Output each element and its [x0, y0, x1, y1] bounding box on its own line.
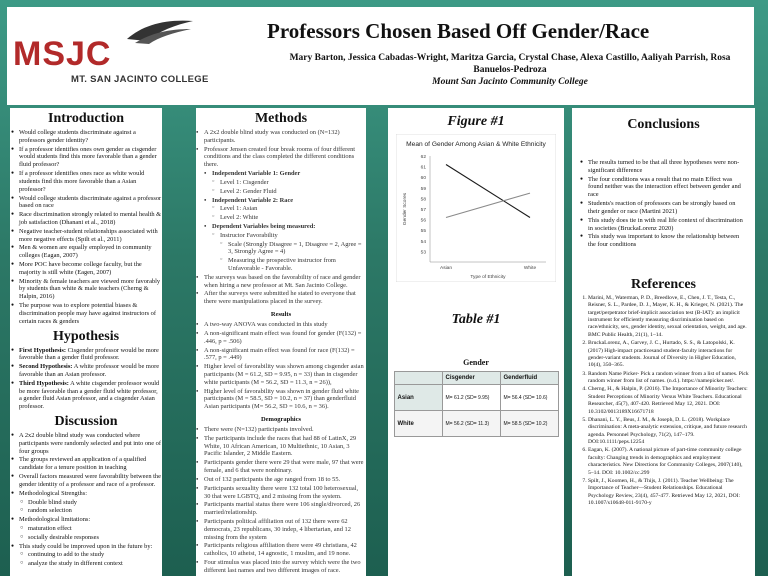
list-item: ● The surveys was based on the favorability of race and gender when hiring a new professor at Mt. San Jacinto College.: [204, 274, 366, 290]
y-tick-label: 53: [420, 250, 426, 256]
table-cell: M= 58.5 (SD= 10.2): [500, 411, 558, 437]
list-item: ● A non-significant main effect was found for race (F(132) = .577, p = .449): [204, 347, 366, 363]
list-item: ○ Level 1: Asian: [220, 205, 366, 213]
list-item: ● Second Hypothesis: A white professor would be more favorable than an Asian professor.: [19, 363, 162, 379]
table-cell: M= 56.2 (SD= 11.3): [442, 411, 500, 437]
list-item: ● Would college students discriminate against a professors gender identity?: [19, 129, 162, 145]
list-item: ● Overall factors measured were favorability between the gender identity of a professor and race of a professor.: [19, 473, 162, 489]
list-item: ○ analyze the study in different context: [28, 560, 162, 568]
list-item: ● Methodological Strengths:: [19, 490, 162, 498]
list-item: ○ Scale (Strongly Disagree = 1, Disagree = 2, Agree = 3, Strongly Agree = 4): [228, 241, 366, 257]
logo-subtitle: MT. SAN JACINTO COLLEGE: [71, 74, 209, 85]
list-item: 5. Dhanani, L. Y., Beus, J. M., & Joseph, D. L. (2018). Workplace discrimination: A meta-analytic extension, critique, and future research agenda. Personnel Psychology, 71(2), 147–179. DOI:10.1111/peps.12254: [588, 417, 749, 447]
table-header-cell: Cisgender: [442, 372, 500, 385]
list-item: ● Participants gender there were 29 that were male, 97 that were female, and 6 that were nonbinary.: [204, 459, 366, 475]
conclusions-title: Conclusions: [627, 117, 700, 132]
list-item: ● If a professor identifies ones race as white would students find this more favorable than a Asian professor?: [19, 170, 162, 193]
list-item: ● Out of 132 participants the age ranged from 18 to 55.: [204, 476, 366, 484]
list-item: ● First Hypothesis: Cisgender professor would be more favorable than a gender fluid professor.: [19, 347, 162, 363]
hypothesis-label: First Hypothesis:: [19, 346, 67, 354]
list-item: ○ continuing to add to the study: [28, 551, 162, 559]
list-item: ● Higher level of favorability was shown among cisgender asian participants (M = 61.2, SD = 9.95, n = 33) than in cisgender white participants (M = 56.2, SD = 11.3, n = 26)),: [204, 363, 366, 386]
list-item: ● Four stimulus was placed into the survey which were the two different last names and two different images of race.: [204, 559, 366, 575]
methods-title: Methods: [254, 111, 308, 126]
list-item: ● A two-way ANOVA was conducted in this study: [204, 321, 366, 329]
list-item: ● Dependent Variables being measured:: [212, 223, 366, 231]
y-tick-label: 55: [420, 229, 426, 235]
table-row-header: Asian: [394, 385, 442, 411]
introduction-list: [10, 129, 162, 326]
results-list: [196, 321, 366, 411]
table-cell: M= 56.4 (SD= 10.6): [500, 385, 558, 411]
college-logo: [13, 35, 213, 85]
hypothesis-list: [10, 347, 162, 412]
list-item: ● More POC have become college faculty, but the majority is still white (Eagen, 2007): [19, 261, 162, 277]
left-panel: [10, 108, 162, 576]
table-row: [394, 385, 558, 411]
list-item: ○ Double blind study: [28, 499, 162, 507]
list-item: ● If a professor identifies ones own gender as cisgender would students find this more favorable than a gender fluid professor?: [19, 146, 162, 169]
table-gender-label: Gender: [463, 358, 489, 367]
list-item: ○ maturation effect: [28, 525, 162, 533]
list-item: ● There were (N=132) participants involved.: [204, 426, 366, 434]
list-item: ● After the surveys were submitted he stated to everyone that there were manipulations placed in the survey.: [204, 290, 366, 306]
list-item: ● Participants political affiliation out of 132 there were 62 democrats, 23 republicans, 30 indep, 4 libertarian, and 12 missing from the system: [204, 518, 366, 541]
list-item: ● A non-significant main effect was found for gender (F(132) = .446, p = .506): [204, 330, 366, 346]
list-item: 1. Marini, M., Waterman, P. D., Breedlove, E., Chen, J. T., Testa, C., Reisner, S. L., Pardee, D. J., Mayer, K. H., & Krieger, N. (2021). The target/perpetrator brief-implicit association test (B-IAT): an implicit instrument for efficiently measuring discrimination based on race/ethnicity, sex, gender identity, sexual orientation, weight, and age. BMC Public Health, 21(1), 1–14.: [588, 295, 749, 339]
results-table: [394, 371, 559, 437]
y-tick-label: 59: [420, 186, 426, 192]
list-item: ● The participants include the races that had 88 of LatinX, 29 White, 10 African American, 10 Multiethnic, 10 Asian, 3 Pacific Islander, 2 Middle Eastern.: [204, 435, 366, 458]
figure-panel: [388, 108, 564, 576]
chart-title: Mean of Gender Among Asian & White Ethnicity: [406, 141, 546, 148]
list-item: ● Participants marital status there were 106 single/divorced, 26 married/relationship.: [204, 501, 366, 517]
y-tick-label: 54: [420, 239, 426, 245]
hypothesis-title: Hypothesis: [52, 328, 120, 344]
list-item: ● Third Hypothesis: A white cisgender professor would be more favorable than a gender fluid white professor, a gender fluid Asian professor, and a cisgender Asian professor.: [19, 380, 162, 411]
list-item: ● Professor Jensen created four break rooms of four different conditions and the class completed the different conditions there.: [204, 146, 366, 169]
logo-wordmark: MSJC: [13, 35, 112, 73]
hypothesis-label: Third Hypothesis:: [19, 379, 69, 387]
list-item: ● Race discrimination strongly related to mental health & job satisfaction (Dhanani et al., 2018): [19, 211, 162, 227]
y-tick-label: 58: [420, 197, 426, 203]
y-tick-label: 57: [420, 208, 426, 213]
list-item: ○ Level 2: White: [220, 214, 366, 222]
list-item: 2. BruckaLorenz, A., Garvey, J. C., Hurtado, S. S., & Latopolski, K. (2017) High-impact practicesand student-faculty interactions for gender-variant students. Journal of Diversity in Higher Education, 10(4), 350–365.: [588, 340, 749, 370]
list-item: ● The purpose was to explore potential biases & discrimination people may have against instructors of certain races & genders: [19, 302, 162, 325]
list-item: 3. Random Name Picker- Pick a random winner from a list of names. Pick random winner from list of names. (n.d.). https://namepicker.net/.: [588, 371, 749, 386]
list-item: ○ socially desirable responses: [28, 534, 162, 542]
demographics-title: Demographics: [260, 416, 302, 423]
x-tick-label: White: [523, 266, 537, 271]
list-item: ● Independent Variable 1: Gender: [212, 170, 366, 178]
bird-logo-icon: [125, 17, 195, 45]
conclusions-panel: [572, 108, 755, 576]
y-tick-label: 60: [420, 176, 426, 182]
list-item: ○ Instructor Favorability: [220, 232, 366, 240]
poster-header: [7, 7, 754, 105]
list-item: ● The four conditions was a result that no main Effect was found neither was the interaction effect between gender and race: [588, 176, 747, 199]
y-tick-label: 62: [420, 155, 426, 160]
conclusions-list: [572, 159, 755, 249]
list-item: ○ random selection: [28, 507, 162, 515]
introduction-title: Introduction: [48, 111, 124, 126]
table-row-header: White: [394, 411, 442, 437]
line-chart: [396, 134, 556, 282]
list-item: ● Men & women are equally employed in community colleges (Eagan, 2007): [19, 244, 162, 260]
list-item: ● This study could be improved upon in the future by:: [19, 543, 162, 551]
y-tick-label: 56: [420, 218, 426, 224]
list-item: 4. Cherng, H., & Halpin, P. (2016). The Importance of Minority Teachers: Student Perceptions of Minority Versus White Teachers. Educational Researcher, 45(7), 407-420. Retrieved May 12, 2021. DOI: 10.3102/0013189X16671718: [588, 386, 749, 416]
table-row: [394, 411, 558, 437]
list-item: ○ Level 1: Cisgender: [220, 179, 366, 187]
list-item: ○ Level 2: Gender Fluid: [220, 188, 366, 196]
references-list: [572, 295, 755, 508]
table-header-cell: Genderfluid: [500, 372, 558, 385]
list-item: ● Students's reaction of professors can be strongly based on their gender or race (Martini 2021): [588, 200, 747, 216]
poster-institution: Mount San Jacinto Community College: [432, 77, 588, 87]
list-item: ○ Measuring the prospective instructor from Unfavorable - Favorable.: [228, 257, 366, 273]
list-item: ● A 2x2 double blind study was conducted on (N=132) participants.: [204, 129, 366, 145]
table-header-row: [394, 372, 558, 385]
y-tick-label: 61: [420, 165, 426, 171]
list-item: 6. Eagan, K. (2007). A national picture of part-time community college faculty: Changing trends in demographics and employment characteristics. New Directions for Community Colleges, 2007(140), 5–14. DOI: 10.1002/cc.299: [588, 447, 749, 477]
x-tick-label: Asian: [440, 266, 452, 271]
list-item: ● This study was important to know the relationship between the four conditions: [588, 233, 747, 249]
list-item: ● Participants religious affiliation there were 49 christians, 42 catholics, 10 atheist, 14 agnostic, 1 muslim, and 19 none.: [204, 542, 366, 558]
table-cell: M= 61.2 (SD= 9.95): [442, 385, 500, 411]
table-header-cell: [394, 372, 442, 385]
methods-panel: [196, 108, 366, 576]
methods-list: [196, 129, 366, 306]
figure-title: Figure #1: [447, 114, 505, 129]
results-title: Results: [270, 311, 292, 319]
hypothesis-label: Second Hypothesis:: [19, 363, 73, 371]
list-item: ● The results turned to be that all three hypotheses were non-significant difference: [588, 159, 747, 175]
list-item: ● A 2x2 double blind study was conducted where participants were randomly selected and put into one of four groups: [19, 432, 162, 455]
demographics-list: [196, 426, 366, 575]
y-axis-label: Gender Scores: [403, 192, 408, 226]
list-item: ● Minority & female teachers are viewed more favorably by students than white & male teachers (Cherng & Halpin, 2016): [19, 278, 162, 301]
list-item: ● Higher level of favorability was shown in gender fluid white participants (M = 58.5, SD = 10.2, n = 37) than genderfluid Asian participants (M= 56.2, SD = 10.6, n = 36).: [204, 388, 366, 411]
x-axis-label: Type of Ethnicity: [470, 275, 506, 280]
list-item: ● Negative teacher-student relationships associated with more negative effects (Spilt et al., 2011): [19, 228, 162, 244]
list-item: ● Participants sexuality there were 132 total 100 heterosexual, 30 that were LGBTQ, and 2 missing from the system.: [204, 485, 366, 501]
poster-title: Professors Chosen Based Off Gender/Race: [267, 19, 650, 43]
list-item: 7. Spilt, J., Koomen, H., & Thijs, J. (2011). Teacher Wellbeing: The Importance of Teacher—Student Relationships. Educational Psychology Review, 23(4), 457-477. Retrieved May 12, 2021, DOI: 10.1007/s10648-011-9170-y: [588, 478, 749, 508]
poster-authors: Mary Barton, Jessica Cabadas-Wright, Maritza Garcia, Crystal Chase, Alexa Castillo, Aaliyah Parrish, Rosa Banuelos-Pedroza: [289, 53, 731, 76]
table-title: Table #1: [451, 312, 501, 327]
list-item: ● Would college students discriminate against a professor based on race: [19, 195, 162, 211]
references-title: References: [630, 276, 697, 292]
discussion-title: Discussion: [54, 414, 118, 429]
list-item: ● Independent Variable 2: Race: [212, 197, 366, 205]
discussion-list: [10, 432, 162, 568]
list-item: ● Methodological limitations:: [19, 516, 162, 524]
list-item: ● The groups reviewed an application of a qualified candidate for a tenure position in teaching: [19, 456, 162, 472]
list-item: ● This study does tie in with real life context of discrimination in societies (BruckaLorenz 2020): [588, 217, 747, 233]
